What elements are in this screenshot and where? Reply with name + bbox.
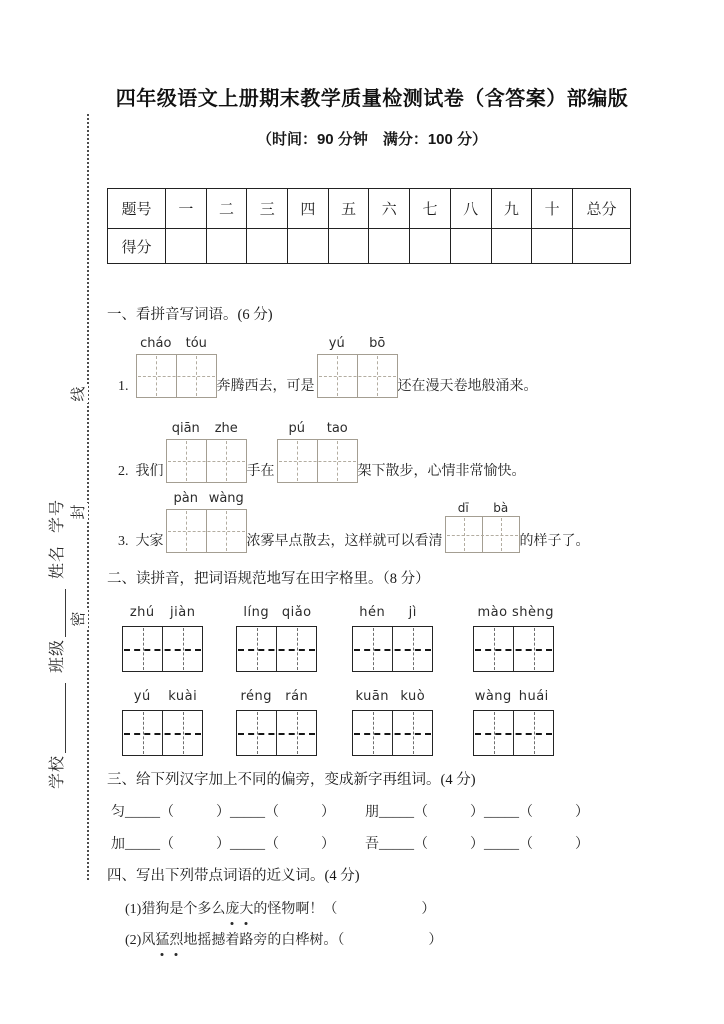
writing-grid	[166, 439, 247, 483]
writing-grid-cell	[353, 627, 392, 671]
sentence-suffix: 地摇撼着路旁的白桦树。（ ）	[183, 933, 443, 948]
page-title: 四年级语文上册期末教学质量检测试卷（含答案）部编版	[115, 88, 629, 110]
pinyin-label	[236, 689, 317, 706]
pinyin-syllable: bō	[369, 336, 386, 351]
student-info-labels	[45, 244, 69, 789]
sentence-prefix: (2)风	[125, 933, 156, 948]
writing-grid-cell	[167, 510, 206, 552]
pinyin-label	[122, 689, 203, 706]
writing-grid	[352, 710, 433, 756]
writing-grid	[236, 626, 317, 672]
pinyin-word-row	[107, 605, 637, 672]
pinyin-grid-group	[352, 605, 433, 672]
writing-grid-cell	[276, 711, 316, 755]
score-table-question-number: 八	[450, 189, 491, 229]
pinyin-label	[473, 605, 554, 622]
pinyin-syllable: mào	[477, 605, 508, 620]
emphasized-character: 庞	[225, 899, 239, 921]
writing-grid-cell	[237, 711, 276, 755]
pinyin-syllable: kuò	[400, 689, 426, 704]
emphasized-character: 烈	[169, 930, 183, 952]
pinyin-syllable: tóu	[185, 336, 207, 351]
pinyin-syllable: pàn	[173, 491, 198, 506]
writing-grid-cell	[206, 510, 246, 552]
emphasized-character: 大	[239, 899, 253, 921]
pinyin-grid-group	[122, 689, 203, 756]
writing-grid	[166, 509, 247, 553]
score-cell-empty	[206, 229, 247, 264]
writing-grid-cell	[317, 440, 357, 482]
pinyin-label	[352, 689, 433, 706]
pinyin-label	[445, 500, 520, 515]
pinyin-syllable: líng	[243, 605, 270, 620]
writing-grid-cell	[276, 627, 316, 671]
question-number: 2.	[118, 464, 129, 479]
writing-grid	[277, 439, 358, 483]
pinyin-label	[236, 605, 317, 622]
score-cell-empty	[410, 229, 451, 264]
writing-grid-cell	[392, 627, 432, 671]
sentence-fragment: 还在漫天卷地般涌来。	[397, 379, 538, 394]
writing-grid	[445, 516, 520, 553]
question-number: 1.	[118, 379, 129, 394]
fill-in-sentence	[118, 421, 637, 483]
section2-body	[107, 605, 637, 756]
pinyin-syllable: huái	[518, 689, 549, 704]
synonym-sentence	[125, 899, 637, 921]
radical-exercise-item: 朋_____（ ）_____（ ）	[365, 805, 589, 820]
sentence-fragment: 手在	[246, 464, 275, 479]
writing-grid-cell	[482, 517, 519, 552]
student-field-blank-line	[64, 589, 66, 637]
pinyin-syllable: qiān	[171, 421, 200, 436]
score-table-header-row	[108, 189, 631, 229]
pinyin-syllable: qiǎo	[281, 605, 312, 620]
writing-grid-cell	[167, 440, 206, 482]
pinyin-grid-group	[317, 336, 398, 398]
sentence-fragment: 浓雾早点散去，这样就可以看清	[246, 534, 443, 549]
pinyin-syllable: cháo	[140, 336, 172, 351]
writing-grid-cell	[474, 627, 513, 671]
writing-grid	[352, 626, 433, 672]
score-cell-empty	[288, 229, 329, 264]
writing-grid-cell	[357, 355, 397, 397]
score-table-score-row	[108, 229, 631, 264]
pinyin-syllable: jiàn	[170, 605, 196, 620]
synonym-sentence	[125, 930, 637, 952]
writing-grid	[122, 710, 203, 756]
score-table-question-number: 六	[369, 189, 410, 229]
writing-grid-cell	[237, 627, 276, 671]
pinyin-grid-group	[166, 491, 247, 553]
pinyin-label	[473, 689, 554, 706]
sentence-fragment: 架下散步，心情非常愉快。	[357, 464, 526, 479]
pinyin-syllable: wàng	[474, 689, 512, 704]
writing-grid-cell	[446, 517, 482, 552]
score-table	[107, 188, 631, 264]
writing-grid-cell	[162, 627, 202, 671]
sentence-prefix: (1)猎狗是个多么	[125, 902, 226, 917]
pinyin-word-row	[107, 689, 637, 756]
pinyin-label	[352, 605, 433, 622]
score-table-corner-label: 题号	[108, 189, 166, 229]
radical-exercise-line	[111, 833, 637, 857]
section4-body	[107, 899, 637, 952]
pinyin-syllable: dī	[457, 501, 469, 515]
pinyin-grid-group	[122, 605, 203, 672]
writing-grid-cell	[176, 355, 216, 397]
fill-in-sentence	[118, 336, 637, 398]
pinyin-label	[317, 336, 398, 353]
pinyin-syllable: rán	[285, 689, 309, 704]
pinyin-grid-group	[136, 336, 217, 398]
writing-grid-cell	[206, 440, 246, 482]
seal-line-character: 线	[71, 386, 87, 402]
sentence-fragment: 的样子了。	[519, 534, 590, 549]
score-cell-empty	[450, 229, 491, 264]
pinyin-grid-group	[236, 689, 317, 756]
writing-grid-cell	[123, 711, 162, 755]
writing-grid	[473, 626, 554, 672]
pinyin-syllable: bà	[493, 501, 509, 515]
question-number: 3.	[118, 534, 129, 549]
radical-exercise-item: 吾_____（ ）_____（ ）	[365, 837, 589, 852]
score-table-question-number: 十	[532, 189, 573, 229]
pinyin-label	[122, 605, 203, 622]
score-cell-empty	[532, 229, 573, 264]
pinyin-grid-group	[473, 689, 554, 756]
writing-grid-cell	[392, 711, 432, 755]
section1-heading: 一、看拼音写词语。(6 分)	[107, 307, 273, 323]
pinyin-grid-group	[445, 500, 520, 553]
student-field-label: 学号	[49, 498, 66, 533]
writing-grid	[122, 626, 203, 672]
section3-body	[107, 801, 637, 857]
seal-line-character: 封	[71, 504, 87, 520]
writing-grid-cell	[474, 711, 513, 755]
pinyin-syllable: hén	[359, 605, 386, 620]
pinyin-syllable: shèng	[511, 605, 554, 620]
writing-grid-cell	[513, 627, 553, 671]
writing-grid-cell	[278, 440, 317, 482]
pinyin-grid-group	[236, 605, 317, 672]
writing-grid-cell	[513, 711, 553, 755]
seal-line-character: 密	[71, 611, 87, 627]
radical-exercise-item: 加_____（ ）_____（ ）	[111, 837, 335, 852]
writing-grid	[136, 354, 217, 398]
student-field-blank-line	[64, 683, 66, 753]
student-field-label: 班级	[49, 638, 66, 673]
sentence-fragment: 我们	[135, 464, 164, 479]
writing-grid-cell	[137, 355, 176, 397]
writing-grid-cell	[353, 711, 392, 755]
pinyin-syllable: tao	[326, 421, 348, 436]
score-cell-empty	[573, 229, 631, 264]
pinyin-syllable: zhe	[214, 421, 238, 436]
score-cell-empty	[328, 229, 369, 264]
pinyin-syllable: yú	[133, 689, 151, 704]
writing-grid	[236, 710, 317, 756]
pinyin-grid-group	[352, 689, 433, 756]
pinyin-label	[166, 491, 247, 508]
pinyin-syllable: yú	[328, 336, 345, 351]
pinyin-label	[277, 421, 358, 438]
score-cell-empty	[369, 229, 410, 264]
score-cell-empty	[491, 229, 532, 264]
writing-grid-cell	[162, 711, 202, 755]
score-table-question-number: 三	[247, 189, 288, 229]
emphasized-character: 猛	[155, 930, 169, 952]
pinyin-grid-group	[277, 421, 358, 483]
emphasized-word	[155, 933, 183, 948]
score-table-question-number: 总分	[573, 189, 631, 229]
score-table-question-number: 九	[491, 189, 532, 229]
sentence-fragment: 大家	[135, 534, 164, 549]
section3-heading: 三、给下列汉字加上不同的偏旁，变成新字再组词。(4 分)	[107, 772, 476, 788]
score-cell-empty	[166, 229, 207, 264]
pinyin-syllable: kuài	[168, 689, 198, 704]
writing-grid	[317, 354, 398, 398]
emphasized-word	[225, 902, 253, 917]
radical-exercise-item: 匀_____（ ）_____（ ）	[111, 805, 335, 820]
exam-time-score-line: （时间：90 分钟 满分：100 分）	[256, 131, 488, 148]
score-table-question-number: 一	[166, 189, 207, 229]
pinyin-syllable: pú	[288, 421, 305, 436]
student-field-label: 姓名	[49, 544, 66, 579]
pinyin-label	[166, 421, 247, 438]
sentence-suffix: 的怪物啊！（ ）	[253, 902, 436, 917]
pinyin-grid-group	[166, 421, 247, 483]
pinyin-label	[136, 336, 217, 353]
section4-heading: 四、写出下列带点词语的近义词。(4 分)	[107, 868, 360, 884]
sentence-fragment: 奔腾西去，可是	[216, 379, 315, 394]
writing-grid-cell	[123, 627, 162, 671]
pinyin-syllable: zhú	[129, 605, 155, 620]
radical-exercise-line	[111, 801, 637, 825]
score-table-question-number: 五	[328, 189, 369, 229]
writing-grid	[473, 710, 554, 756]
pinyin-syllable: jì	[408, 605, 417, 620]
section2-heading: 二、读拼音，把词语规范地写在田字格里。（8 分）	[107, 571, 430, 587]
score-table-question-number: 四	[288, 189, 329, 229]
student-field-label: 学校	[49, 754, 66, 789]
pinyin-syllable: kuān	[355, 689, 390, 704]
fill-in-sentence	[118, 491, 637, 553]
seal-dotted-line	[87, 114, 89, 880]
pinyin-syllable: réng	[240, 689, 273, 704]
exam-content	[107, 0, 637, 952]
pinyin-grid-group	[473, 605, 554, 672]
score-table-question-number: 二	[206, 189, 247, 229]
score-row-label: 得分	[108, 229, 166, 264]
pinyin-syllable: wàng	[208, 491, 244, 506]
writing-grid-cell	[318, 355, 357, 397]
section1-body	[107, 336, 637, 553]
score-table-question-number: 七	[410, 189, 451, 229]
score-cell-empty	[247, 229, 288, 264]
